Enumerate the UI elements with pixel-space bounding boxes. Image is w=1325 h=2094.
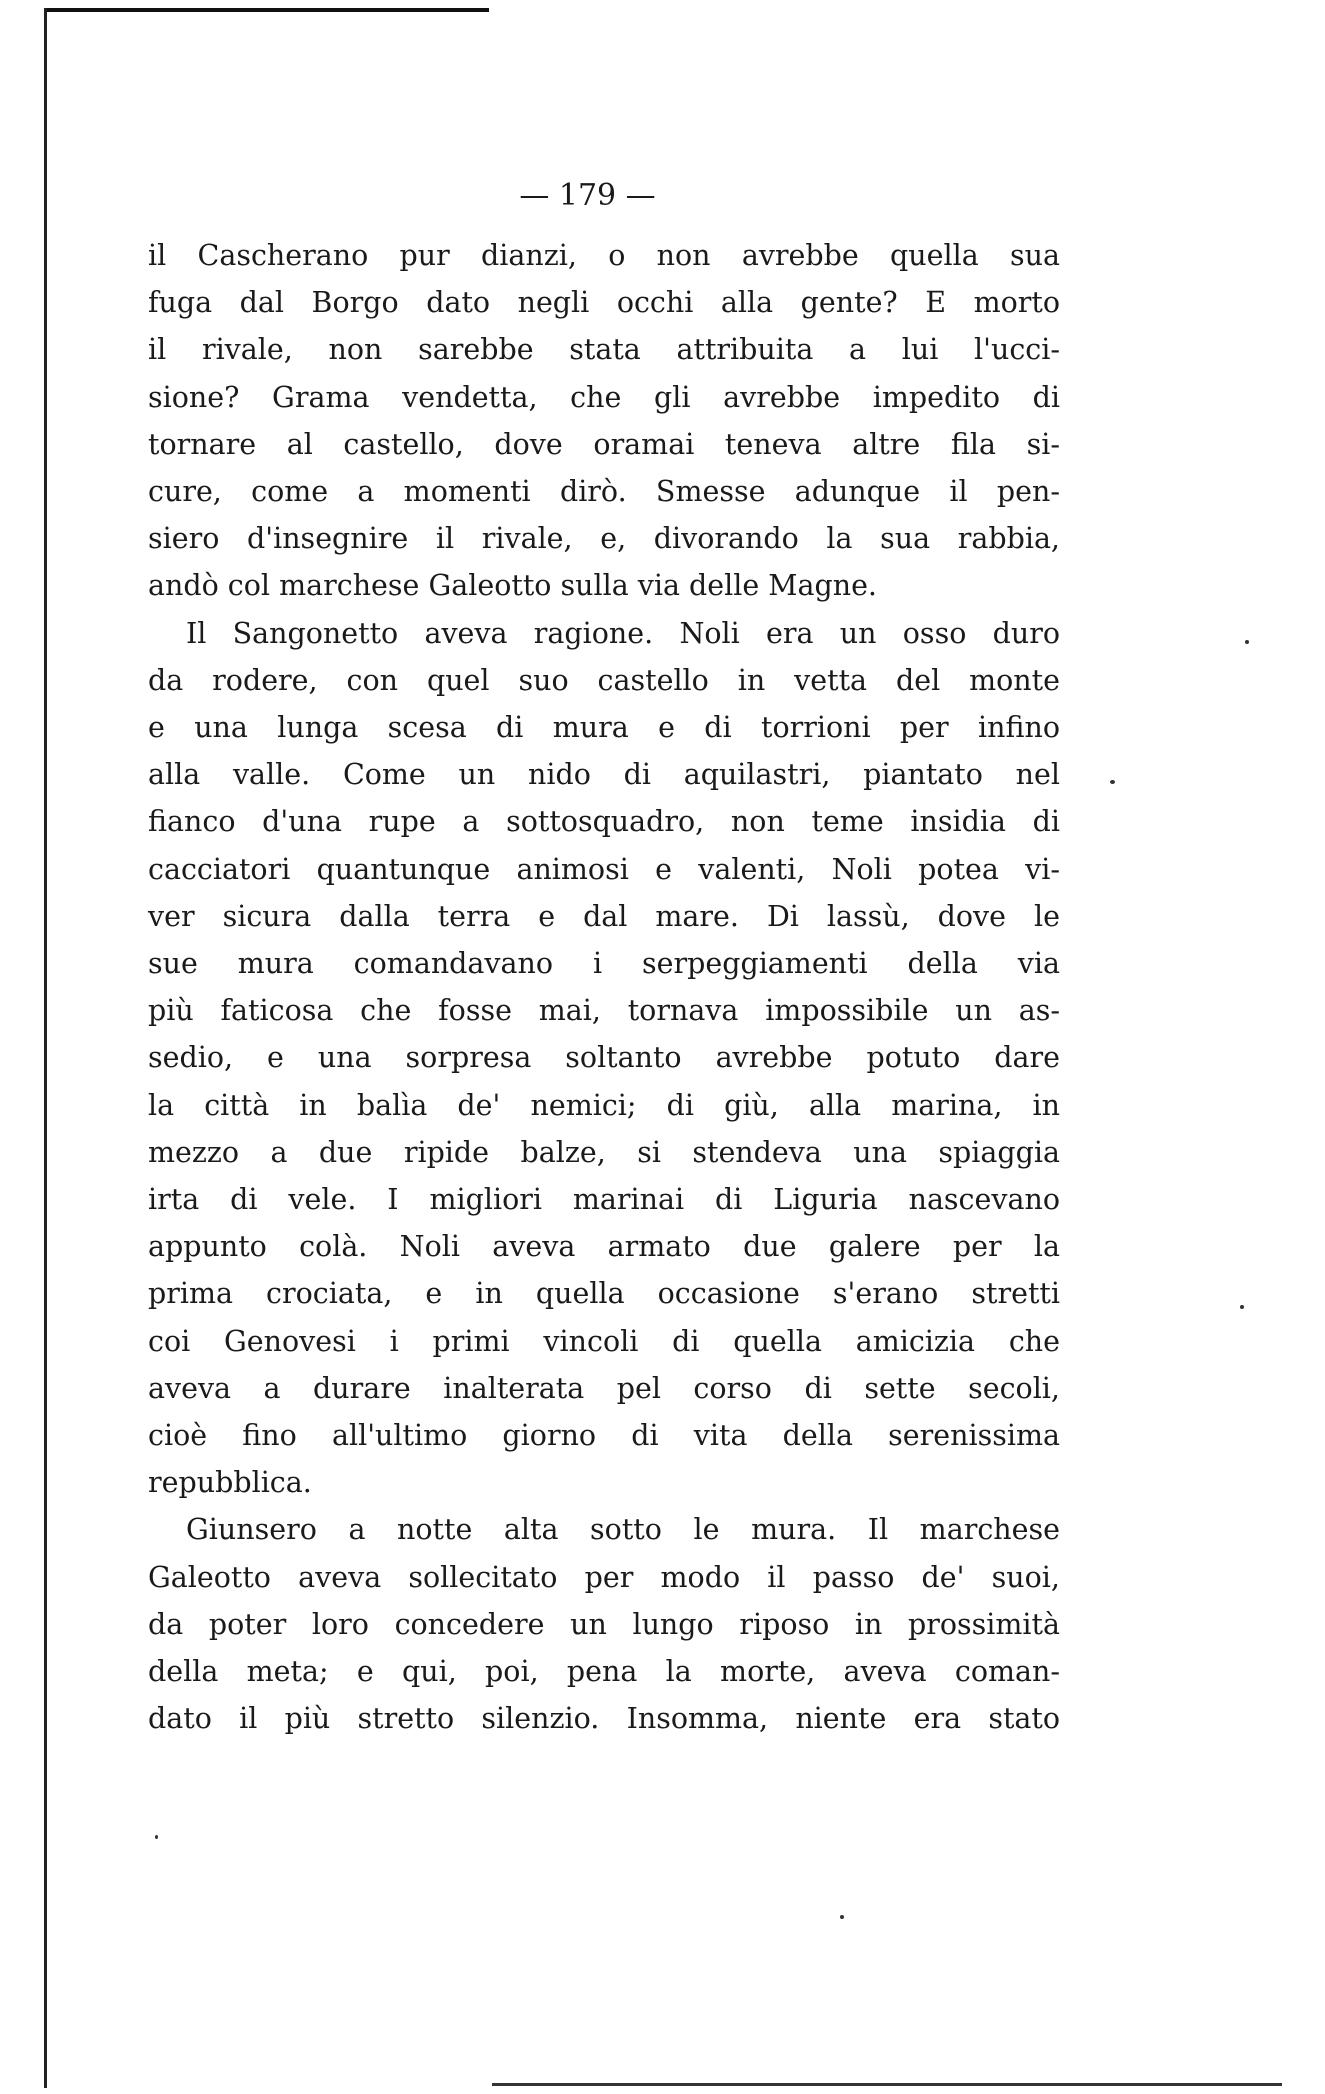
text-line: cacciatori quantunque animosi e valenti, Noli potea vi- xyxy=(148,852,1060,886)
scan-speck xyxy=(1245,640,1249,644)
text-line: ver sicura dalla terra e dal mare. Di lassù, dove le xyxy=(148,899,1060,933)
text-line: della meta; e qui, poi, pena la morte, aveva coman- xyxy=(148,1655,1060,1689)
text-line: aveva a durare inalterata pel corso di sette secoli, xyxy=(148,1371,1060,1405)
scan-border-bottom xyxy=(492,2083,1282,2086)
text-line: mezzo a due ripide balze, si stendeva una spiaggia xyxy=(148,1135,1060,1169)
text-line: il rivale, non sarebbe stata attribuita a lui l'ucci- xyxy=(148,333,1060,367)
text-line: la città in balìa de' nemici; di giù, alla marina, in xyxy=(148,1088,1060,1122)
scan-border-top xyxy=(44,8,489,12)
scan-speck xyxy=(1110,780,1115,784)
text-line: prima crociata, e in quella occasione s'erano stretti xyxy=(148,1277,1060,1311)
text-line: sione? Grama vendetta, che gli avrebbe impedito di xyxy=(148,380,1060,414)
text-line: sedio, e una sorpresa soltanto avrebbe potuto dare xyxy=(148,1041,1060,1075)
text-line: cure, come a momenti dirò. Smesse adunque il pen- xyxy=(148,475,1060,509)
text-line: fianco d'una rupe a sottosquadro, non teme insidia di xyxy=(148,805,1060,839)
text-line: Giunsero a notte alta sotto le mura. Il marchese xyxy=(186,1513,1060,1547)
text-line: il Cascherano pur dianzi, o non avrebbe quella sua xyxy=(148,239,1060,272)
text-line: repubblica. xyxy=(148,1466,312,1500)
text-line: cioè fino all'ultimo giorno di vita della serenissima xyxy=(148,1419,1060,1453)
text-line: fuga dal Borgo dato negli occhi alla gente? E morto xyxy=(148,286,1060,320)
scan-speck xyxy=(840,1915,844,1919)
text-line: alla valle. Come un nido di aquilastri, piantato nel xyxy=(148,758,1060,792)
text-line: appunto colà. Noli aveva armato due galere per la xyxy=(148,1230,1060,1264)
scan-speck xyxy=(155,1835,158,1839)
text-line: siero d'insegnire il rivale, e, divorando la sua rabbia, xyxy=(148,522,1060,556)
text-line: coi Genovesi i primi vincoli di quella amicizia che xyxy=(148,1324,1060,1358)
text-line: da poter loro concedere un lungo riposo in prossimità xyxy=(148,1607,1060,1641)
text-line: più faticosa che fosse mai, tornava impossibile un as- xyxy=(148,994,1060,1028)
page-number: — 179 — xyxy=(519,178,656,213)
scan-speck xyxy=(1240,1305,1244,1309)
text-line: Il Sangonetto aveva ragione. Noli era un osso duro xyxy=(186,616,1060,650)
text-line: tornare al castello, dove oramai teneva altre fila si- xyxy=(148,427,1060,461)
scan-border-left xyxy=(44,8,47,2088)
text-line: Galeotto aveva sollecitato per modo il passo de' suoi, xyxy=(148,1560,1060,1594)
text-line: e una lunga scesa di mura e di torrioni per infino xyxy=(148,711,1060,745)
text-line: da rodere, con quel suo castello in vetta del monte xyxy=(148,663,1060,697)
text-line: andò col marchese Galeotto sulla via delle Magne. xyxy=(148,569,877,603)
body-text xyxy=(148,232,1060,1743)
text-line: sue mura comandavano i serpeggiamenti della via xyxy=(148,947,1060,981)
text-line: dato il più stretto silenzio. Insomma, niente era stato xyxy=(148,1702,1060,1736)
text-line: irta di vele. I migliori marinai di Liguria nascevano xyxy=(148,1183,1060,1217)
